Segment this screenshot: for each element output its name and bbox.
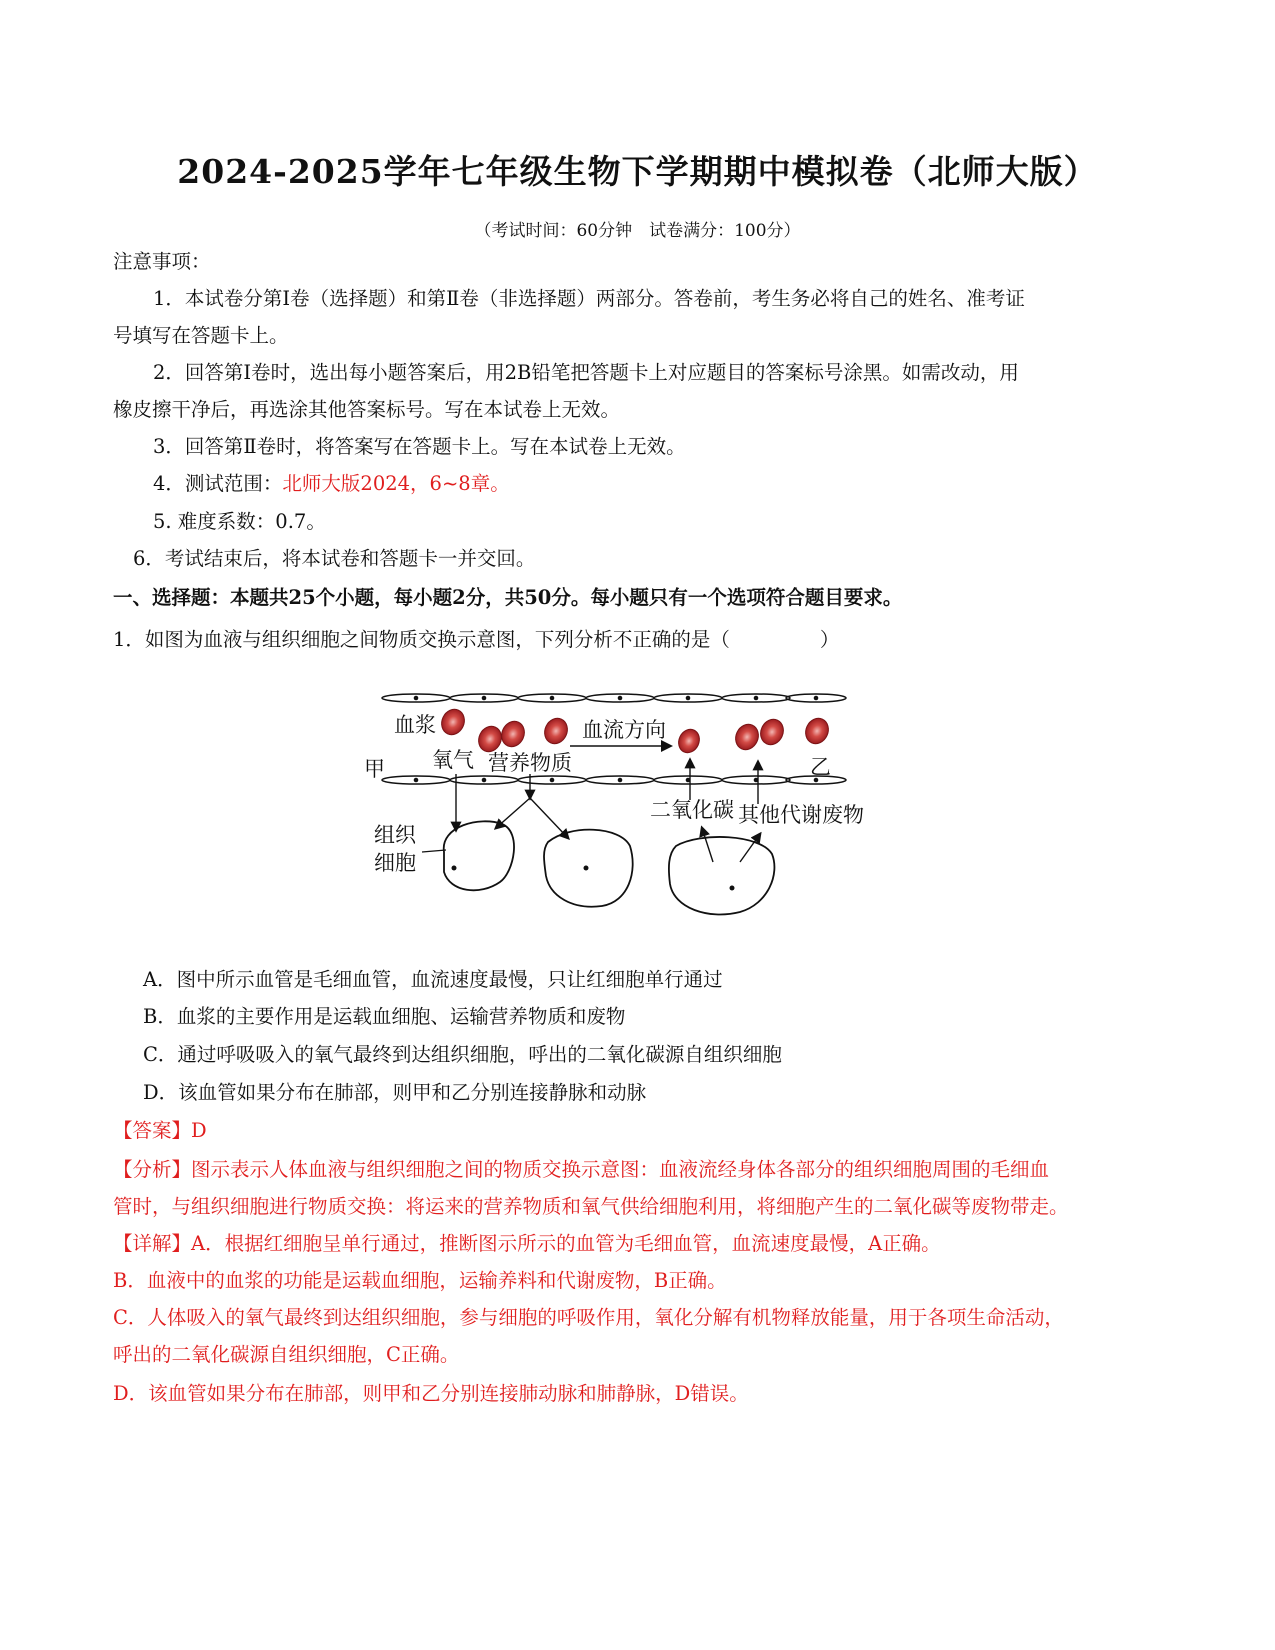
question-stem-end: ） xyxy=(819,628,840,651)
label-tissue-cell-1: 组织 xyxy=(374,823,416,847)
tissue-cells xyxy=(444,821,775,914)
detail-d: D．该血管如果分布在肺部，则甲和乙分别连接肺动脉和肺静脉，D错误。 xyxy=(113,1382,749,1405)
capillary-wall-bottom xyxy=(382,776,846,784)
label-nutrients: 营养物质 xyxy=(488,751,572,775)
notice-heading: 注意事项： xyxy=(113,250,211,273)
notice-item-2: 2．回答第Ⅰ卷时，选出每小题答案后，用2B铅笔把答题卡上对应题目的答案标号涂黑。如需改动，用 xyxy=(153,361,1019,384)
label-wastes: 其他代谢废物 xyxy=(738,803,864,827)
detail-a: 【详解】A．根据红细胞呈单行通过，推断图示所示的血管为毛细血管，血流速度最慢，A正确。 xyxy=(113,1232,941,1255)
section-heading: 一、选择题：本题共25个小题，每小题2分，共50分。每小题只有一个选项符合题目要求。 xyxy=(113,586,903,609)
label-flow-direction: 血流方向 xyxy=(582,718,666,742)
page-title: 2024-2025学年七年级生物下学期期中模拟卷（北师大版） xyxy=(177,152,1098,191)
label-tissue-cell-2: 细胞 xyxy=(374,851,416,875)
analysis: 【分析】图示表示人体血液与组织细胞之间的物质交换示意图：血液流经身体各部分的组织细胞周围的毛细血 xyxy=(113,1158,1050,1181)
notice-item-6: 6．考试结束后，将本试卷和答题卡一并交回。 xyxy=(133,547,536,570)
question-stem-text: 1．如图为血液与组织细胞之间物质交换示意图，下列分析不正确的是（ xyxy=(113,628,730,651)
answer: 【答案】D xyxy=(113,1119,207,1142)
option-d: D．该血管如果分布在肺部，则甲和乙分别连接静脉和动脉 xyxy=(143,1081,647,1104)
capillary-wall-top-nuclei xyxy=(414,696,819,701)
exam-info: （考试时间：60分钟 试卷满分：100分） xyxy=(474,221,801,241)
tissue-cell-pointer xyxy=(422,850,446,852)
tissue-cell-nuclei xyxy=(452,866,735,891)
label-jia: 甲 xyxy=(364,757,385,781)
option-c: C．通过呼吸吸入的氧气最终到达组织细胞，呼出的二氧化碳源自组织细胞 xyxy=(143,1043,782,1066)
option-a: A．图中所示血管是毛细血管，血流速度最慢，只让红细胞单行通过 xyxy=(143,968,723,991)
notice-item-5: 5. 难度系数：0.7。 xyxy=(153,510,326,533)
detail-c: C．人体吸入的氧气最终到达组织细胞，参与细胞的呼吸作用，氧化分解有机物释放能量，用于各项生命活动， xyxy=(113,1306,1064,1329)
label-yi: 乙 xyxy=(810,755,831,779)
capillary-exchange-figure xyxy=(364,712,900,962)
analysis-cont: 管时，与组织细胞进行物质交换：将运来的营养物质和氧气供给细胞利用，将细胞产生的二氧化碳等废物带走。 xyxy=(113,1195,1069,1218)
capillary-wall-top xyxy=(382,694,846,702)
question-stem xyxy=(113,624,839,652)
detail-c-cont: 呼出的二氧化碳源自组织细胞，C正确。 xyxy=(113,1343,460,1366)
notice-item-4 xyxy=(153,468,510,496)
label-plasma: 血浆 xyxy=(394,713,436,737)
test-range: 北师大版2024，6~8章。 xyxy=(282,472,510,495)
notice-item-3: 3．回答第Ⅱ卷时，将答案写在答题卡上。写在本试卷上无效。 xyxy=(153,435,686,458)
notice-item-1-cont: 号填写在答题卡上。 xyxy=(113,324,289,347)
notice-item-4-prefix: 4．测试范围： xyxy=(153,472,283,495)
label-oxygen: 氧气 xyxy=(432,748,474,772)
notice-item-2-cont: 橡皮擦干净后，再选涂其他答案标号。写在本试卷上无效。 xyxy=(113,398,621,421)
detail-b: B．血液中的血浆的功能是运载血细胞，运输养料和代谢废物，B正确。 xyxy=(113,1269,727,1292)
notice-item-1: 1．本试卷分第Ⅰ卷（选择题）和第Ⅱ卷（非选择题）两部分。答卷前，考生务必将自己的姓名、准考证 xyxy=(153,287,1025,310)
label-co2: 二氧化碳 xyxy=(650,798,734,822)
option-b: B．血浆的主要作用是运载血细胞、运输营养物质和废物 xyxy=(143,1005,626,1028)
